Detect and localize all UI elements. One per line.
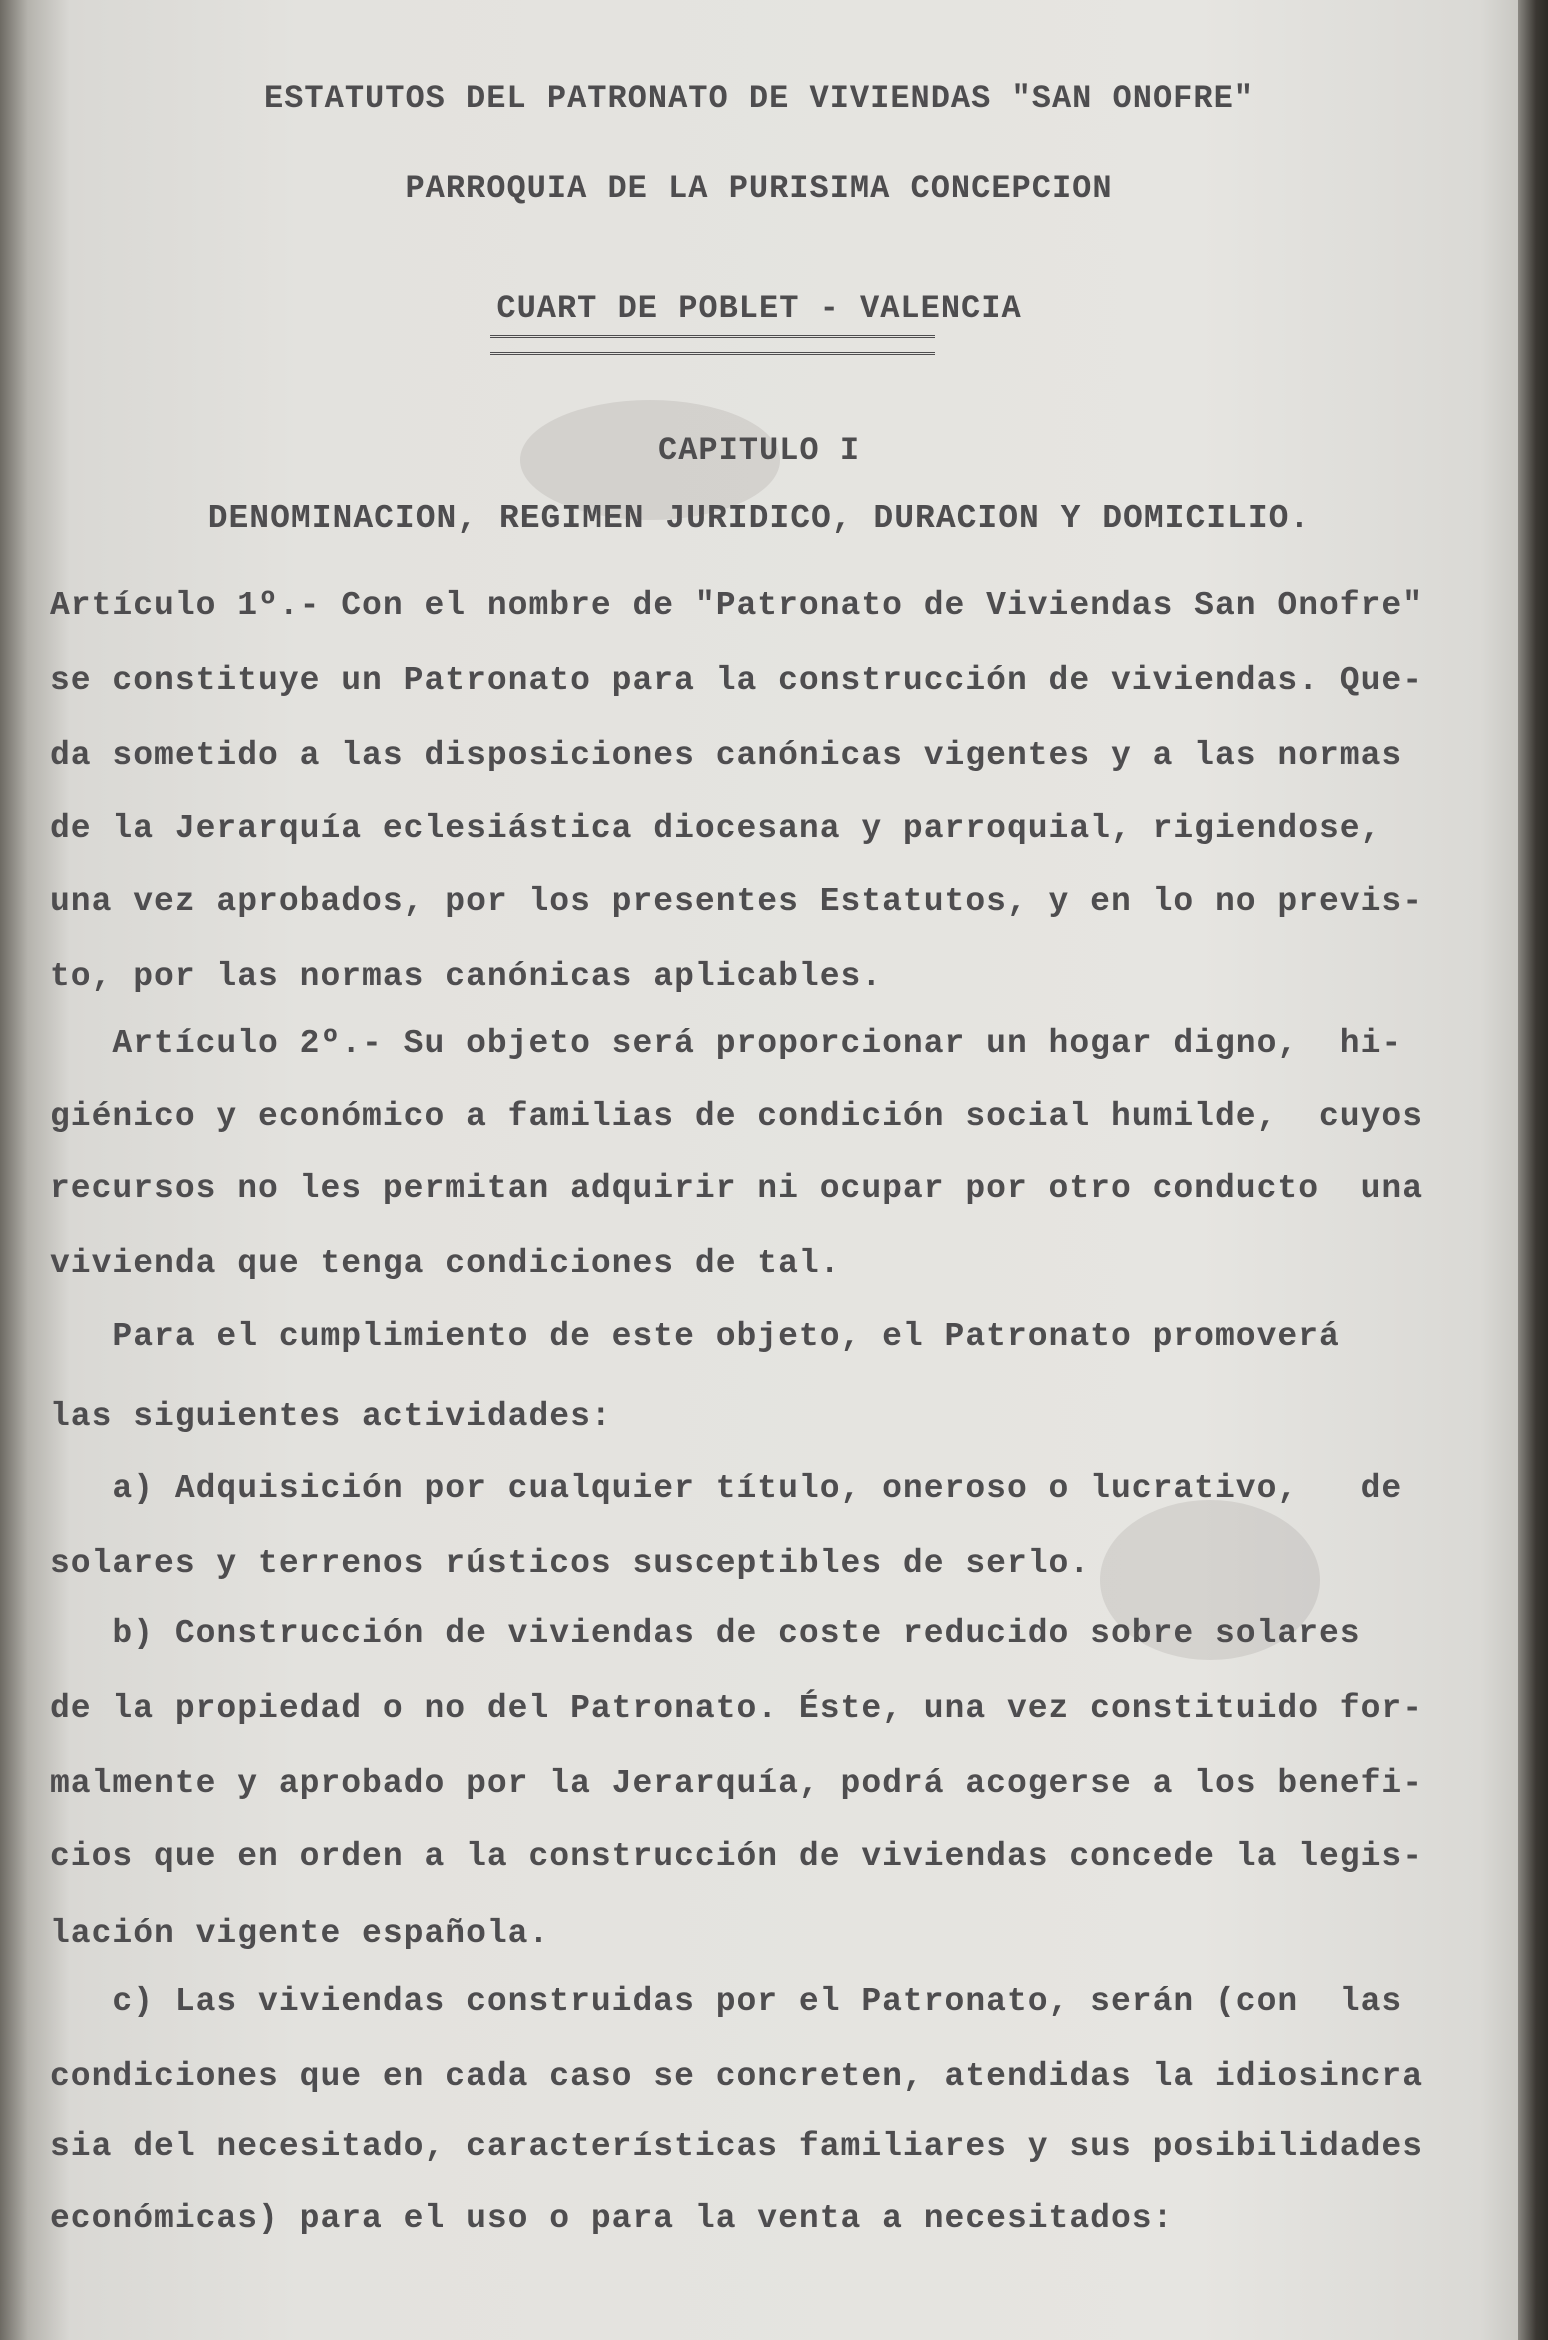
body-line: c) Las viviendas construidas por el Patronato, serán (con las [50,1983,1403,2020]
body-line: Artículo 2º.- Su objeto será proporcionar un hogar digno, hi- [50,1025,1403,1062]
body-line: de la Jerarquía eclesiástica diocesana y parroquial, rigiendose, [50,810,1382,847]
location-line: CUART DE POBLET - VALENCIA [496,290,1022,327]
body-line: Artículo 1º.- Con el nombre de "Patronato de Viviendas San Onofre" [50,587,1424,624]
parish-name: PARROQUIA DE LA PURISIMA CONCEPCION [405,170,1113,207]
body-line: malmente y aprobado por la Jerarquía, podrá acogerse a los benefi- [50,1765,1424,1802]
document-title: ESTATUTOS DEL PATRONATO DE VIVIENDAS "SAN ONOFRE" [264,80,1254,117]
body-line: cios que en orden a la construcción de viviendas concede la legis- [50,1838,1424,1875]
body-line: se constituye un Patronato para la construcción de viviendas. Que- [50,662,1424,699]
body-line: Para el cumplimiento de este objeto, el Patronato promoverá [50,1318,1340,1355]
body-line: las siguientes actividades: [50,1398,612,1435]
body-line: to, por las normas canónicas aplicables. [50,958,883,995]
body-line: una vez aprobados, por los presentes Estatutos, y en lo no previs- [50,883,1424,920]
chapter-heading: CAPITULO I [657,432,861,469]
page-edge-shadow [1518,0,1548,2340]
body-line: a) Adquisición por cualquier título, oneroso o lucrativo, de [50,1470,1403,1507]
body-line: condiciones que en cada caso se concreten, atendidas la idiosincra [50,2058,1424,2095]
chapter-title: DENOMINACION, REGIMEN JURIDICO, DURACION Y DOMICILIO. [207,500,1311,537]
title-underline [490,335,935,355]
body-line: económicas) para el uso o para la venta a necesitados: [50,2200,1174,2237]
body-line: b) Construcción de viviendas de coste reducido sobre solares [50,1615,1361,1652]
body-line: lación vigente española. [50,1915,550,1952]
body-line: giénico y económico a familias de condición social humilde, cuyos [50,1098,1424,1135]
body-line: vivienda que tenga condiciones de tal. [50,1245,841,1282]
body-line: solares y terrenos rústicos susceptibles de serlo. [50,1545,1091,1582]
body-line: da sometido a las disposiciones canónicas vigentes y a las normas [50,737,1403,774]
body-line: sia del necesitado, características familiares y sus posibilidades [50,2128,1424,2165]
body-line: de la propiedad o no del Patronato. Éste, una vez constituido for- [50,1690,1424,1727]
body-line: recursos no les permitan adquirir ni ocupar por otro conducto una [50,1170,1424,1207]
